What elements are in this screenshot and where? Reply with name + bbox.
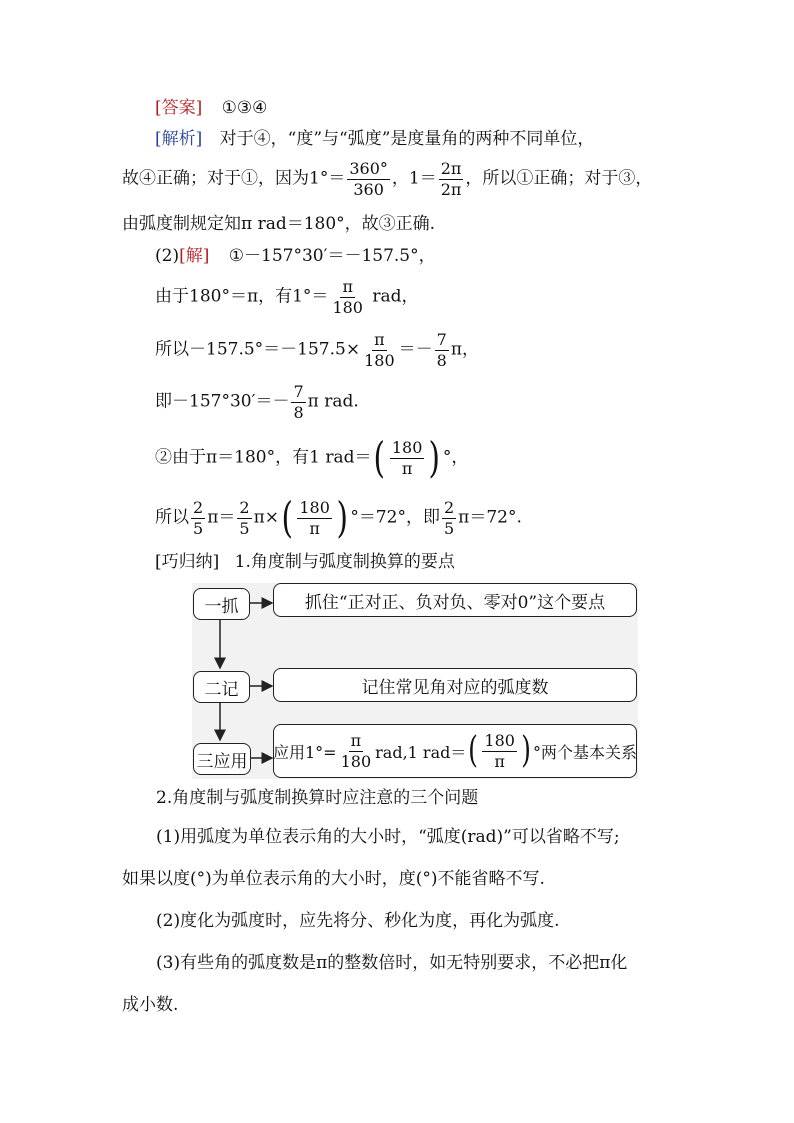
answer-label: [答案] xyxy=(155,98,203,118)
solution-line-2: 由于180°＝π，有1°＝ $\frac{\pi}{180}$ rad， xyxy=(155,277,419,317)
fraction: $\frac{2}{5}$ xyxy=(239,497,250,538)
analysis-line-2: 故④正确；对于①，因为1°＝ $\frac{360^\circ}{360}$ ，1＝ $\frac{2\pi}{2\pi}$ ，所以①正确；对于③， xyxy=(122,159,653,199)
summary-title-2: 2.角度制与弧度制换算时应注意的三个问题 xyxy=(156,788,479,808)
summary-title-1: [巧归纳] 1.角度制与弧度制换算的要点 xyxy=(155,552,455,572)
solution-label: [解] xyxy=(179,246,210,266)
solution-line-1: (2)[解] ①－157°30′＝－157.5°， xyxy=(155,246,436,266)
summary-point-3b: 成小数. xyxy=(122,995,179,1015)
answer-value: ①③④ xyxy=(221,98,268,118)
summary-label: [巧归纳] xyxy=(155,552,220,572)
fraction: $\frac{360^\circ}{360}$ xyxy=(349,159,388,199)
summary-point-1b: 如果以度(°)为单位表示角的大小时，度(°)不能省略不写. xyxy=(122,869,545,889)
fraction: $\frac{\pi}{180}$ xyxy=(332,277,363,317)
flow-step-1-text-box: 抓住“正对正、负对负、零对0”这个要点 xyxy=(273,583,637,617)
solution-line-4: 即－157°30′＝－ $\frac{7}{8}$ π rad. xyxy=(155,382,359,422)
solution-line-5: ②由于π＝180°，有1 rad＝ ( $\frac{180}{\pi}$ ) °， xyxy=(155,433,469,482)
summary-point-3a: (3)有些角的弧度数是π的整数倍时，如无特别要求，不必把π化 xyxy=(156,953,628,973)
fraction: $\frac{\pi}{180}$ xyxy=(340,730,372,771)
fraction: $\frac{2}{5}$ xyxy=(193,497,204,538)
flow-step-3-text-box: 应用1°= $\frac{\pi}{180}$ rad,1 rad＝ ( $\frac{180}{\pi}$ ) °两个基本关系 xyxy=(273,724,637,778)
flow-step-1-box: 一抓 xyxy=(193,588,250,620)
fraction: $\frac{7}{8}$ xyxy=(436,330,447,370)
answer-line xyxy=(155,100,267,117)
flow-step-2-box: 二记 xyxy=(193,671,250,703)
fraction: $\frac{\pi}{180}$ xyxy=(364,330,395,370)
solution-line-3: 所以－157.5°＝－157.5× $\frac{\pi}{180}$ ＝－ $\frac{7}{8}$ π， xyxy=(155,330,480,370)
flow-arrows xyxy=(190,580,280,780)
flow-step-3-box: 三应用 xyxy=(193,743,251,775)
analysis-line-3: 由弧度制规定知π rad＝180°，故③正确. xyxy=(122,214,436,234)
fraction: $\frac{7}{8}$ xyxy=(293,382,304,422)
summary-point-2: (2)度化为弧度时，应先将分、秒化为度，再化为弧度. xyxy=(156,911,560,931)
parenthesized-fraction: ( $\frac{180}{\pi}$ ) xyxy=(373,433,441,482)
parenthesized-fraction: ( $\frac{180}{\pi}$ ) xyxy=(468,730,531,771)
parenthesized-fraction: ( $\frac{180}{\pi}$ ) xyxy=(281,493,348,542)
fraction: $\frac{2}{5}$ xyxy=(443,497,455,538)
fraction: $\frac{2\pi}{2\pi}$ xyxy=(440,159,462,199)
flow-step-2-text-box: 记住常见角对应的弧度数 xyxy=(273,668,637,702)
solution-line-6: 所以 $\frac{2}{5}$ π＝ $\frac{2}{5}$ π× ( $\frac{180}{\pi}$ ) °＝72°，即 $\frac{2}{5}$ π＝72°. xyxy=(155,493,522,542)
summary-point-1a: (1)用弧度为单位表示角的大小时，“弧度(rad)”可以省略不写; xyxy=(156,827,620,847)
analysis-line-1: [解析] 对于④，“度”与“弧度”是度量角的两种不同单位， xyxy=(155,129,595,149)
analysis-label: [解析] xyxy=(155,129,203,149)
